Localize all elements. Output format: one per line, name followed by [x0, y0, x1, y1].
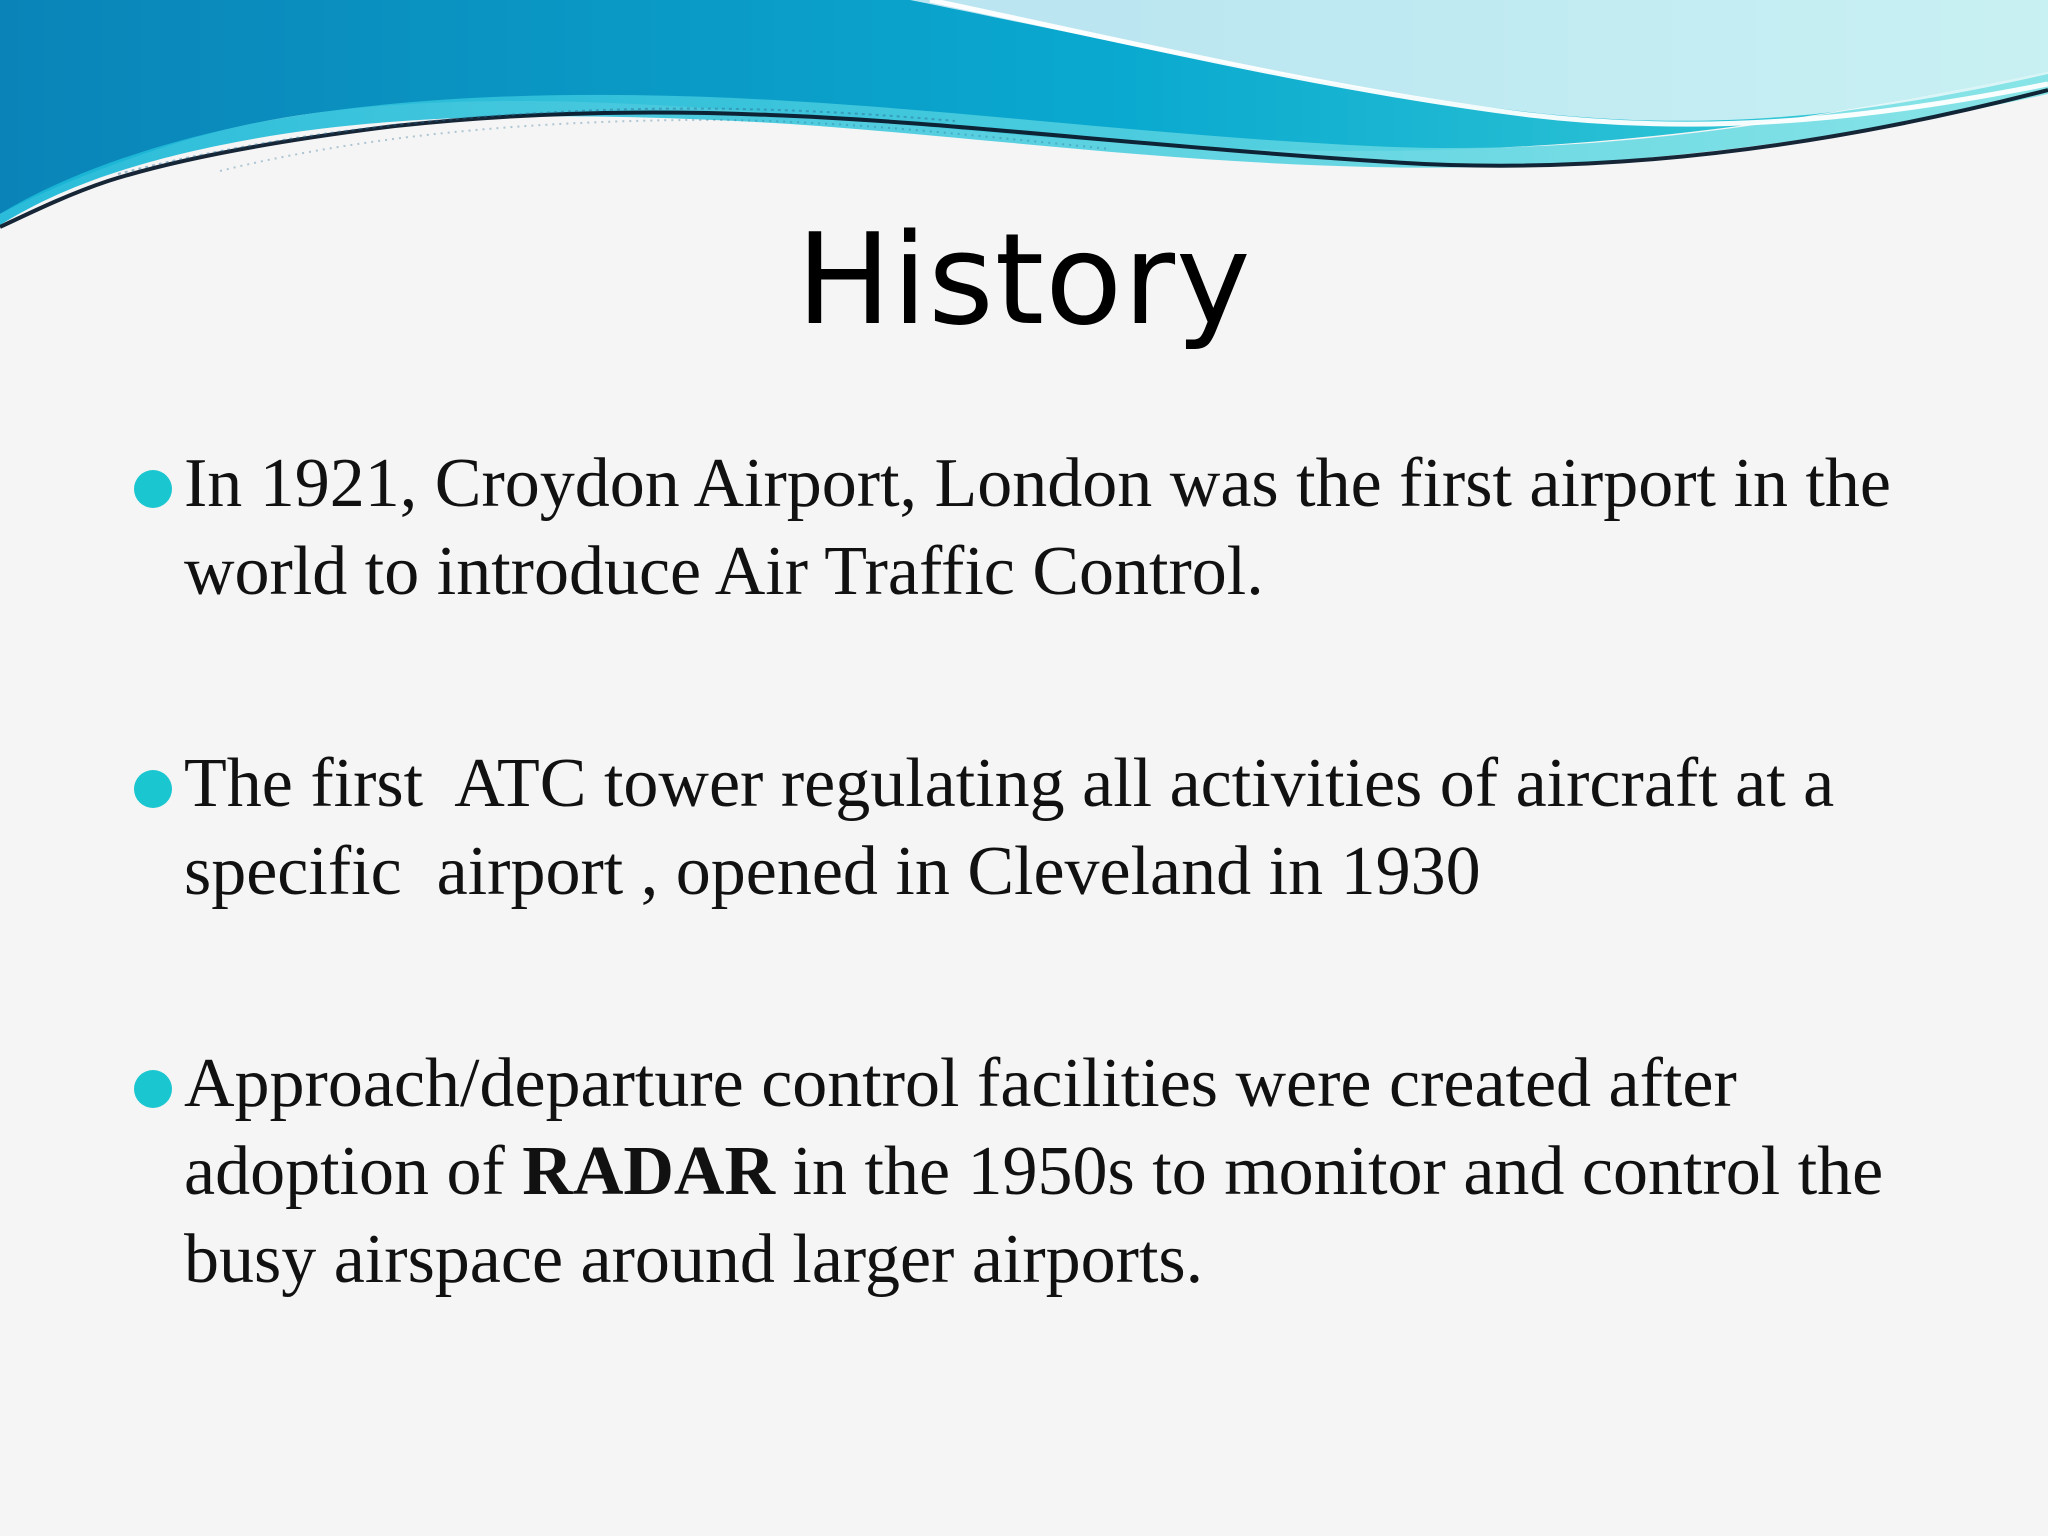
slide-title: History: [796, 206, 1252, 353]
bullet-dot-icon: [134, 770, 172, 808]
bullet-text-before: Approach/departure control facilities were created after adoption of: [184, 1045, 1755, 1210]
bullet-dot-icon: [134, 470, 172, 508]
bullet-text-after: in the 1950s to monitor and control the busy airspace around larger airports.: [184, 1133, 1901, 1298]
radar-keyword: RADAR: [522, 1133, 776, 1210]
bullet-text: In 1921, Croydon Airport, London was the first airport in the world to introduce Air Traffic Control.: [184, 445, 1909, 610]
bullet-text: The first ATC tower regulating all activities of aircraft at a specific airport , opened in Cleveland in 1930: [184, 745, 1852, 910]
bullet-dot-icon: [134, 1070, 172, 1108]
bullet-text: [184, 1040, 1944, 1304]
